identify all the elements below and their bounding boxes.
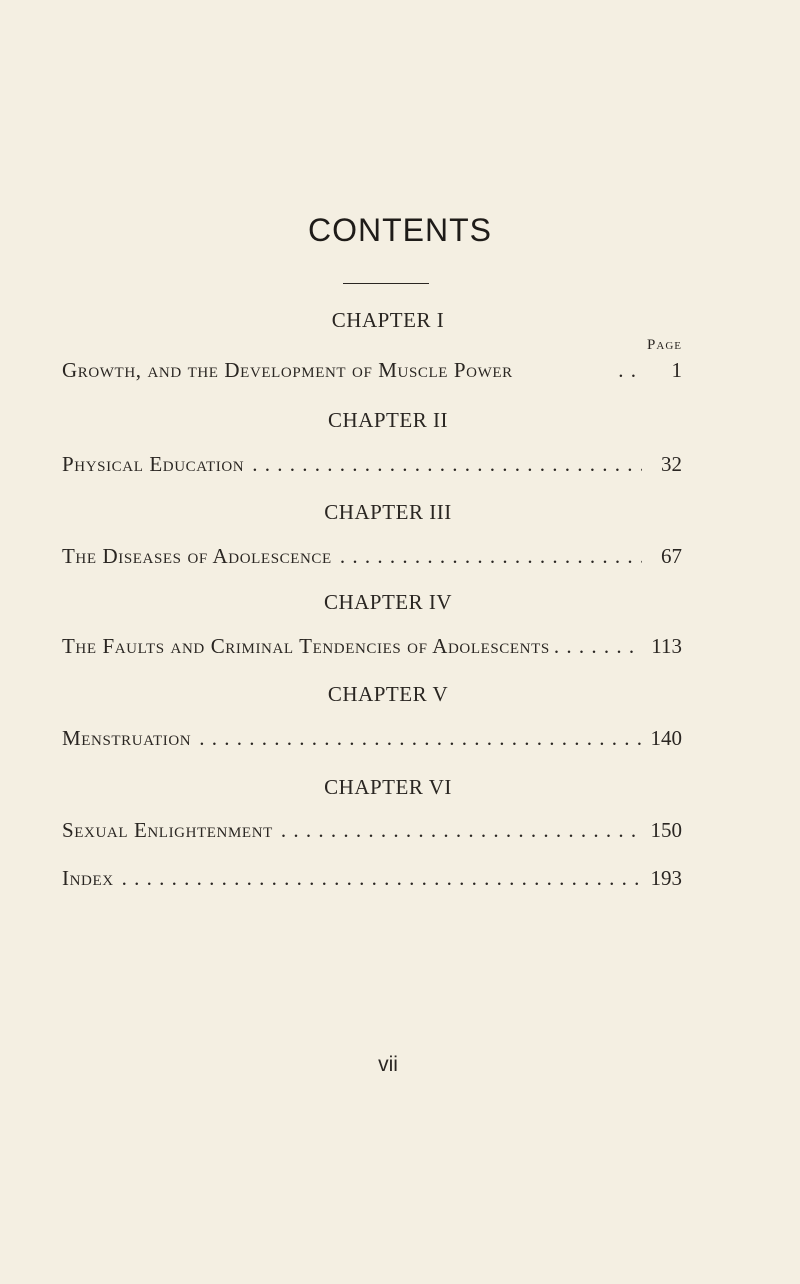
dot-leader: [332, 544, 642, 569]
dot-leader: [273, 818, 642, 843]
page-title: CONTENTS: [308, 212, 492, 248]
toc-entry-page: 193: [650, 866, 682, 890]
dot-leader: [550, 634, 642, 659]
toc-entry-page: 67: [661, 544, 682, 568]
toc-entry-title: Menstruation: [62, 726, 192, 750]
toc-entry-title: Sexual Enlightenment: [62, 818, 273, 842]
toc-entry-chapter-2[interactable]: [62, 452, 682, 477]
chapter-1-heading: CHAPTER I: [331, 308, 445, 332]
chapter-6-heading: CHAPTER VI: [324, 775, 452, 799]
toc-entry-title: The Faults and Criminal Tendencies of Adolescents: [62, 634, 550, 658]
toc-entry-title: Index: [62, 866, 114, 890]
toc-entry-chapter-4[interactable]: [62, 634, 682, 659]
chapter-2-heading: CHAPTER II: [328, 408, 448, 432]
toc-entry-title: Growth, and the Development of Muscle Power: [62, 358, 513, 382]
dot-leader: [244, 452, 642, 477]
page-number: vii: [378, 1053, 398, 1076]
title-rule: [343, 283, 429, 284]
toc-entry-title: The Diseases of Adolescence: [62, 544, 332, 568]
toc-entry-chapter-3[interactable]: [62, 544, 682, 569]
toc-entry-page: 1: [671, 358, 682, 382]
dot-leader: [191, 726, 642, 751]
toc-entry-chapter-1[interactable]: [62, 358, 682, 383]
toc-entry-page: 32: [661, 452, 682, 476]
toc-entry-page: 113: [651, 634, 682, 658]
toc-entry-chapter-6[interactable]: [62, 818, 682, 843]
dot-leader: [114, 866, 642, 891]
toc-entry-chapter-5[interactable]: [62, 726, 682, 751]
chapter-3-heading: CHAPTER III: [324, 500, 452, 524]
toc-entry-page: 150: [650, 818, 682, 842]
toc-entry-page: 140: [650, 726, 682, 750]
page-column-label: Page: [647, 337, 682, 353]
dot-leader: [513, 358, 642, 383]
toc-entry-title: Physical Education: [62, 452, 245, 476]
chapter-4-heading: CHAPTER IV: [323, 590, 453, 614]
chapter-5-heading: CHAPTER V: [327, 682, 449, 706]
toc-entry-index[interactable]: [62, 866, 682, 891]
